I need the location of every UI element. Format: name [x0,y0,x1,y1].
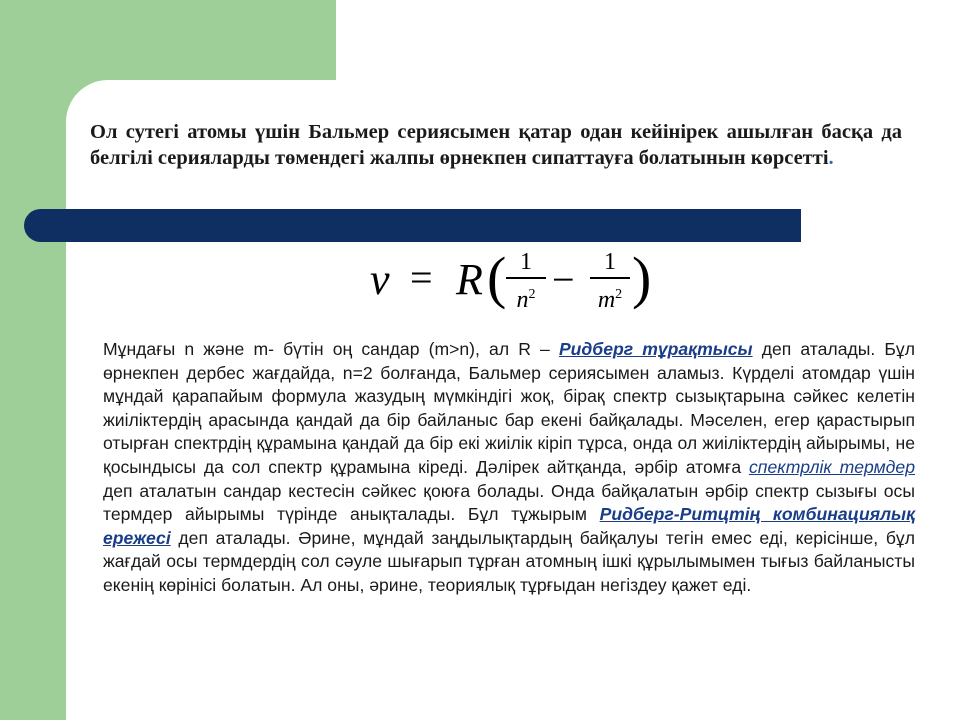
slide-heading [90,119,902,171]
fraction-m-numerator: 1 [604,249,616,275]
formula-right-paren: ) [632,245,652,310]
body-part-3: деп аталатын сандар кестесін сәйкес қоюға болады. Онда байқалатын әрбір спектр сызығы осы термдер айырымы түрінде анықталады. Бұл тұжырым [103,480,915,525]
fraction-m-bar [590,277,630,279]
body-paragraph [103,338,915,598]
body-part-1: Мұндағы n және m- бүтін оң сандар (m>n), ал R – [103,339,559,359]
fraction-n-den-var: n [516,287,529,313]
rydberg-formula [370,246,670,326]
title-divider-bar [24,209,801,242]
formula-left-paren: ( [487,245,507,310]
formula-fraction-m [588,248,632,315]
formula-nu: ν [370,255,390,304]
spectral-terms-link[interactable]: спектрлік термдер [748,456,915,477]
fraction-n-exponent: 2 [528,287,536,302]
formula-fraction-n [504,248,548,315]
fraction-n-denominator [504,280,548,315]
heading-dot: . [828,147,834,169]
fraction-n-bar [506,277,546,279]
formula-minus: − [552,257,575,302]
fraction-m-den-var: m [597,287,616,313]
rydberg-ritz-principle-link[interactable]: Ридберг-Ритцтің комбинациялық ережесі [103,504,915,548]
heading-text: Ол сутегі атомы үшін Бальмер сериясымен қатар одан кейінірек ашылған басқа да белгілі серияларды төмендегі жалпы өрнекпен сипаттауға болатынын көрсетті [90,121,902,169]
fraction-m-denominator [588,280,632,315]
body-part-4: деп аталады. Әрине, мұндай заңдылықтардың байқалуы тегін емес еді, керісінше, бұл жағдай осы термдердің сол сәуле шығарып тұрған атомның ішкі құрылымымен тығыз байланысты екенің көрінісі болатын. Ал оны, әрине, теориялық тұрғыдан негіздеу қажет еді. [103,527,915,595]
formula-equals: = [410,255,433,300]
formula-R: R [456,255,483,304]
fraction-n-numerator: 1 [520,249,532,275]
body-part-2: деп аталады. Бұл өрнекпен дербес жағдайда, n=2 болғанда, Бальмер сериясымен аламыз. Күрделі атомдар үшін мұндай қарапайым формула жазудың мүмкіндігі жоқ, бірақ спектр сызықтарына сәйкес келетін жиіліктердің арасында қандай да бір байланыс бар екені байқалады. Мәселен, егер қарастырып отырған спектрдің құрамына қандай да бір екі жиілік кіріп тұрса, онда ол жиіліктердің айырымы, не қосындысы да сол спектр құрамына кіреді. Дәлірек айтқанда, әрбір атомға [103,339,915,477]
fraction-m-exponent: 2 [615,287,623,302]
rydberg-constant-link[interactable]: Ридберг тұрақтысы [558,339,753,359]
